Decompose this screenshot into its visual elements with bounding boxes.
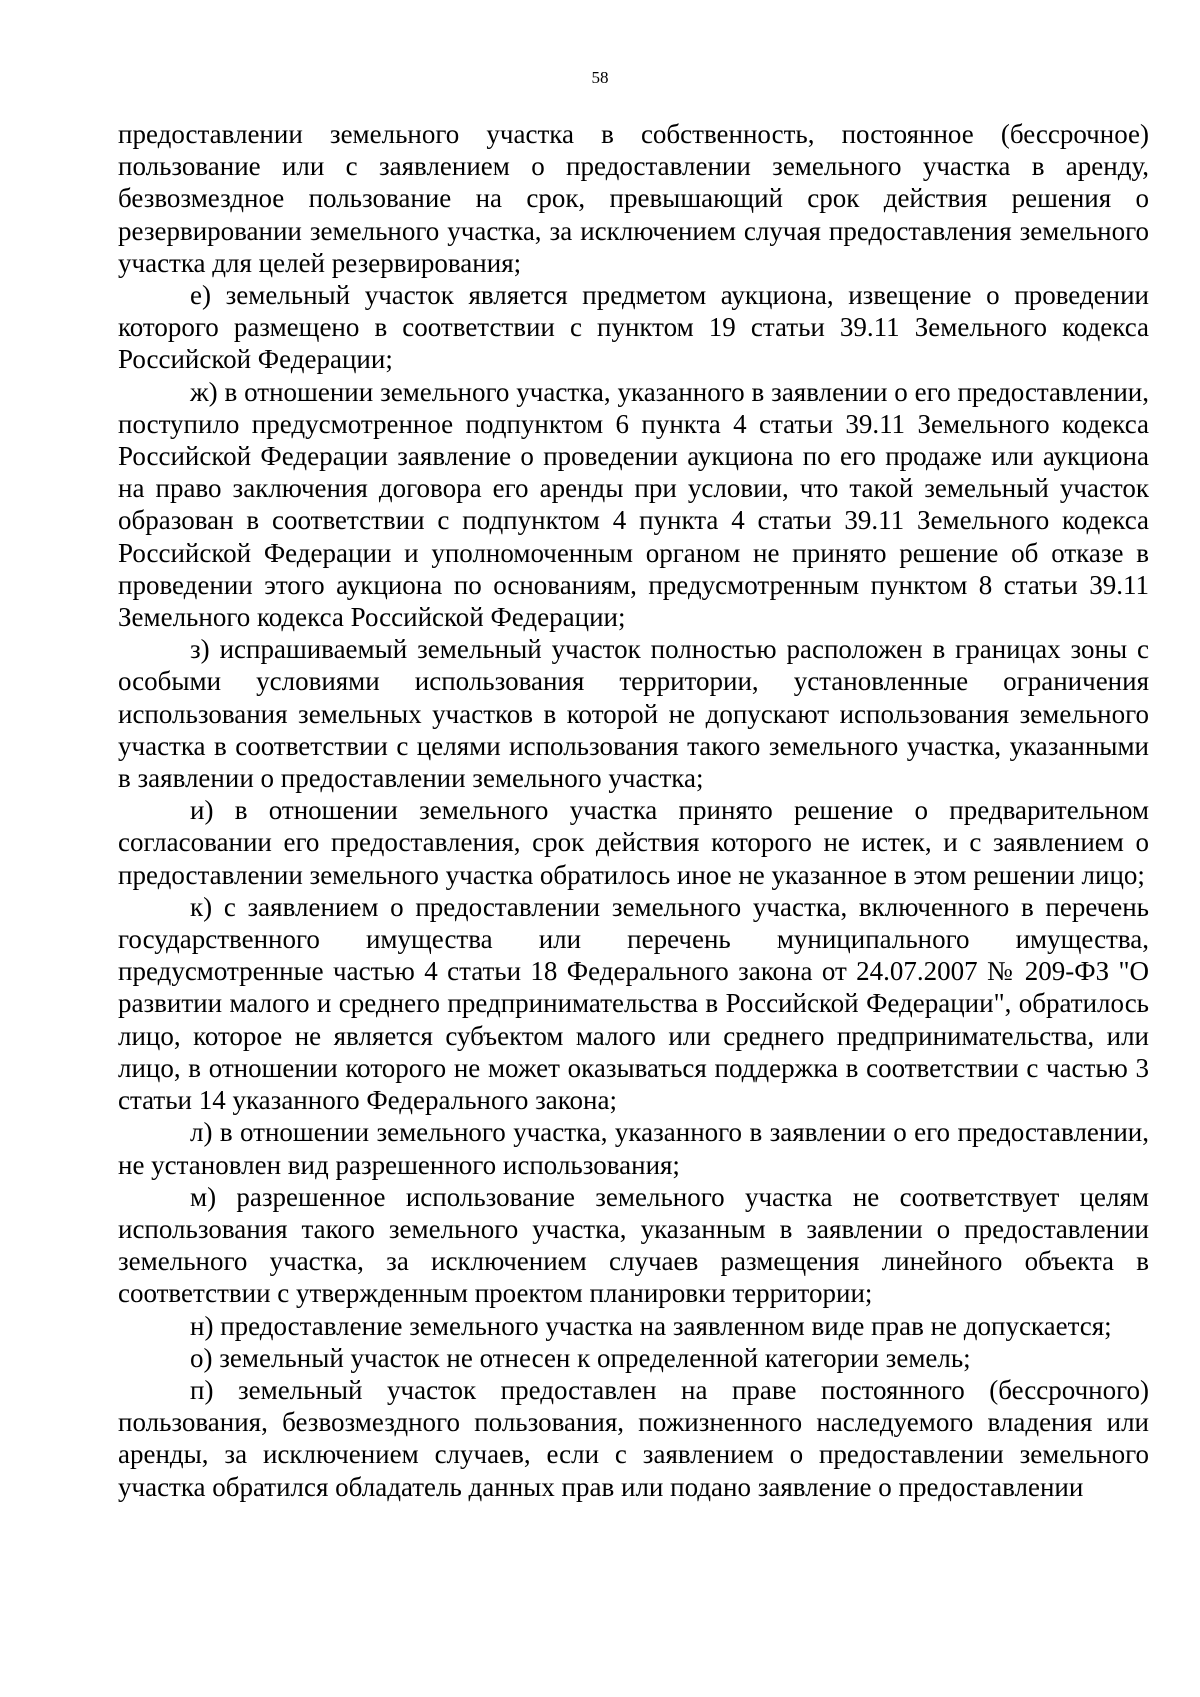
document-body (118, 118, 1149, 1503)
paragraph-item-z: з) испрашиваемый земельный участок полностью расположен в границах зоны с особыми условиями использования территории, установленные ограничения использования земельных участков в которой не допускают использования земельного участка в соответствии с целями использования такого земельного участка, указанными в заявлении о предоставлении земельного участка; (118, 634, 1149, 794)
paragraph-item-o: о) земельный участок не отнесен к определенной категории земель; (190, 1342, 971, 1373)
paragraph-item-n: н) предоставление земельного участка на заявленном виде прав не допускается; (190, 1310, 1112, 1341)
paragraph-item-p: п) земельный участок предоставлен на праве постоянного (бессрочного) пользования, безвозмездного пользования, пожизненного наследуемого владения или аренды, за исключением случаев, если с заявлением о предоставлении земельного участка обратился обладатель данных прав или подано заявление о предоставлении (118, 1374, 1149, 1502)
paragraph-item-k: к) с заявлением о предоставлении земельного участка, включенного в перечень государственного имущества или перечень муниципального имущества, предусмотренные частью 4 статьи 18 Федерального закона от 24.07.2007 № 209-ФЗ "О развитии малого и среднего предпринимательства в Российской Федерации", обратилось лицо, которое не является субъектом малого или среднего предпринимательства, или лицо, в отношении которого не может оказываться поддержка в соответствии с частью 3 статьи 14 указанного Федерального закона; (118, 891, 1149, 1116)
paragraph-item-zh: ж) в отношении земельного участка, указанного в заявлении о его предоставлении, поступило предусмотренное подпунктом 6 пункта 4 статьи 39.11 Земельного кодекса Российской Федерации заявление о проведении аукциона по его продаже или аукциона на право заключения договора его аренды при условии, что такой земельный участок образован в соответствии с подпунктом 4 пункта 4 статьи 39.11 Земельного кодекса Российской Федерации и уполномоченным органом не принято решение об отказе в проведении этого аукциона по основаниям, предусмотренным пунктом 8 статьи 39.11 Земельного кодекса Российской Федерации; (118, 376, 1149, 633)
paragraph-item-m: м) разрешенное использование земельного участка не соответствует целям использования такого земельного участка, указанным в заявлении о предоставлении земельного участка, за исключением случаев размещения линейного объекта в соответствии с утвержденным проектом планировки территории; (118, 1181, 1149, 1309)
paragraph-item-l: л) в отношении земельного участка, указанного в заявлении о его предоставлении, не установлен вид разрешенного использования; (118, 1117, 1149, 1180)
page-number: 58 (591, 68, 609, 87)
paragraph-item-e: е) земельный участок является предметом аукциона, извещение о проведении которого размещено в соответствии с пунктом 19 статьи 39.11 Земельного кодекса Российской Федерации; (118, 280, 1149, 375)
paragraph-item-i: и) в отношении земельного участка принято решение о предварительном согласовании его предоставления, срок действия которого не истек, и с заявлением о предоставлении земельного участка обратилось иное не указанное в этом решении лицо; (118, 795, 1149, 890)
paragraph-continuation: предоставлении земельного участка в собственность, постоянное (бессрочное) пользование или с заявлением о предоставлении земельного участка в аренду, безвозмездное пользование на срок, превышающий срок действия решения о резервировании земельного участка, за исключением случая предоставления земельного участка для целей резервирования; (118, 119, 1149, 278)
